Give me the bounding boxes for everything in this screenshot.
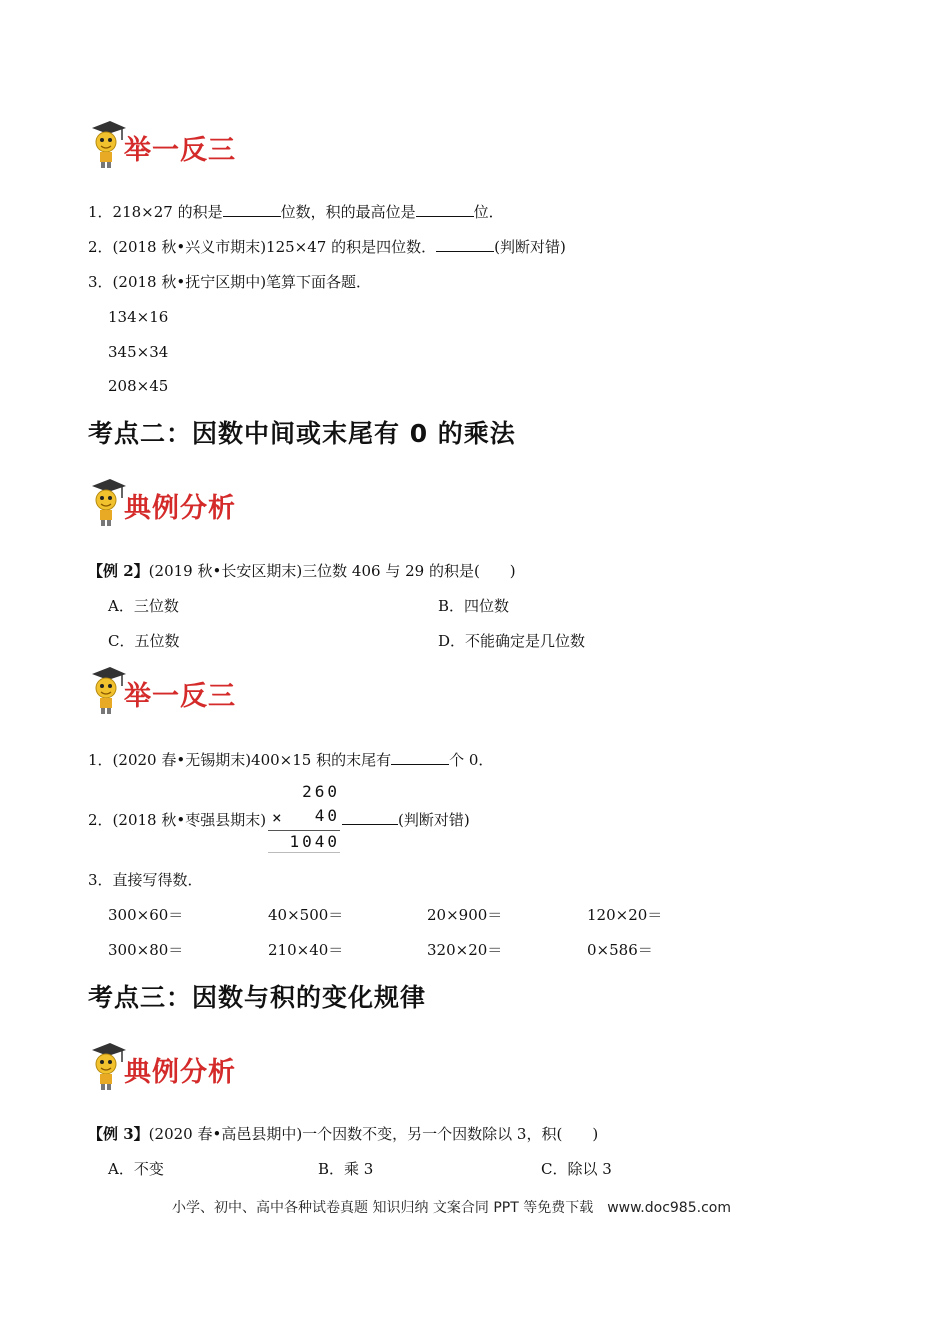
calc-item: 40×500＝ xyxy=(268,906,344,924)
footer-text: 小学、初中、高中各种试卷真题 知识归纳 文案合同 PPT 等免费下载 www.doc985.com xyxy=(172,1200,731,1216)
example-badge xyxy=(88,476,268,530)
practice-badge-label: 举一反三 xyxy=(124,135,236,166)
calc-item: 300×60＝ xyxy=(108,906,184,924)
example-badge-label: 典例分析 xyxy=(124,1057,236,1088)
answer-blank[interactable] xyxy=(342,810,398,825)
option-c[interactable]: C．五位数 xyxy=(108,632,180,650)
result-line xyxy=(268,830,340,831)
product: 1040 xyxy=(289,832,340,851)
s2-question-2-suffix: (判断对错) xyxy=(342,810,470,830)
s2-question-1: 1．(2020 春•无锡期末)400×15 积的末尾有 个 0． xyxy=(88,751,494,769)
mascot-icon xyxy=(88,118,128,172)
answer-blank[interactable] xyxy=(436,237,494,252)
mascot-icon xyxy=(88,1040,128,1094)
s2-question-2-prefix: 2．(2018 秋•枣强县期末) xyxy=(88,811,267,829)
option-b[interactable]: B．乘 3 xyxy=(318,1160,374,1178)
practice-badge-label: 举一反三 xyxy=(124,681,236,712)
calc-item: 300×80＝ xyxy=(108,941,184,959)
calc-item: 320×20＝ xyxy=(427,941,503,959)
bottom-line xyxy=(268,852,340,853)
s1-question-1: 1．218×27 的积是 位数，积的最高位是 位． xyxy=(88,203,504,221)
example-3-question: 【例 3】(2020 春•高邑县期中)一个因数不变，另一个因数除以 3，积( ) xyxy=(88,1125,599,1143)
multiplier: 40 xyxy=(314,806,340,825)
mascot-icon xyxy=(88,476,128,530)
practice-badge xyxy=(88,118,268,172)
example-badge-label: 典例分析 xyxy=(124,493,236,524)
option-c[interactable]: C．除以 3 xyxy=(541,1160,612,1178)
practice-badge xyxy=(88,664,268,718)
option-a[interactable]: A．三位数 xyxy=(108,597,179,615)
s1-item: 208×45 xyxy=(108,377,169,395)
section-heading-3: 考点三：因数与积的变化规律 xyxy=(88,983,427,1012)
s2-question-3: 3．直接写得数． xyxy=(88,871,203,889)
option-d[interactable]: D．不能确定是几位数 xyxy=(438,632,586,650)
multiply-sign: × xyxy=(272,808,285,827)
answer-blank[interactable] xyxy=(223,202,281,217)
s1-question-3: 3．(2018 秋•抚宁区期中)笔算下面各题． xyxy=(88,273,372,291)
example-2-question: 【例 2】(2019 秋•长安区期末)三位数 406 与 29 的积是( ) xyxy=(88,562,516,580)
option-b[interactable]: B．四位数 xyxy=(438,597,510,615)
s1-item: 134×16 xyxy=(108,308,169,326)
option-a[interactable]: A．不变 xyxy=(108,1160,164,1178)
calc-item: 210×40＝ xyxy=(268,941,344,959)
example-badge xyxy=(88,1040,268,1094)
answer-blank[interactable] xyxy=(391,750,449,765)
mascot-icon xyxy=(88,664,128,718)
s1-question-2: 2．(2018 秋•兴义市期末)125×47 的积是四位数． (判断对错) xyxy=(88,238,566,256)
calc-item: 20×900＝ xyxy=(427,906,503,924)
vertical-multiplication xyxy=(268,780,342,854)
s1-item: 345×34 xyxy=(108,343,169,361)
answer-blank[interactable] xyxy=(416,202,474,217)
multiplicand: 260 xyxy=(302,782,340,801)
section-heading-2: 考点二：因数中间或末尾有 0 的乘法 xyxy=(88,419,516,448)
calc-item: 0×586＝ xyxy=(587,941,653,959)
calc-item: 120×20＝ xyxy=(587,906,663,924)
